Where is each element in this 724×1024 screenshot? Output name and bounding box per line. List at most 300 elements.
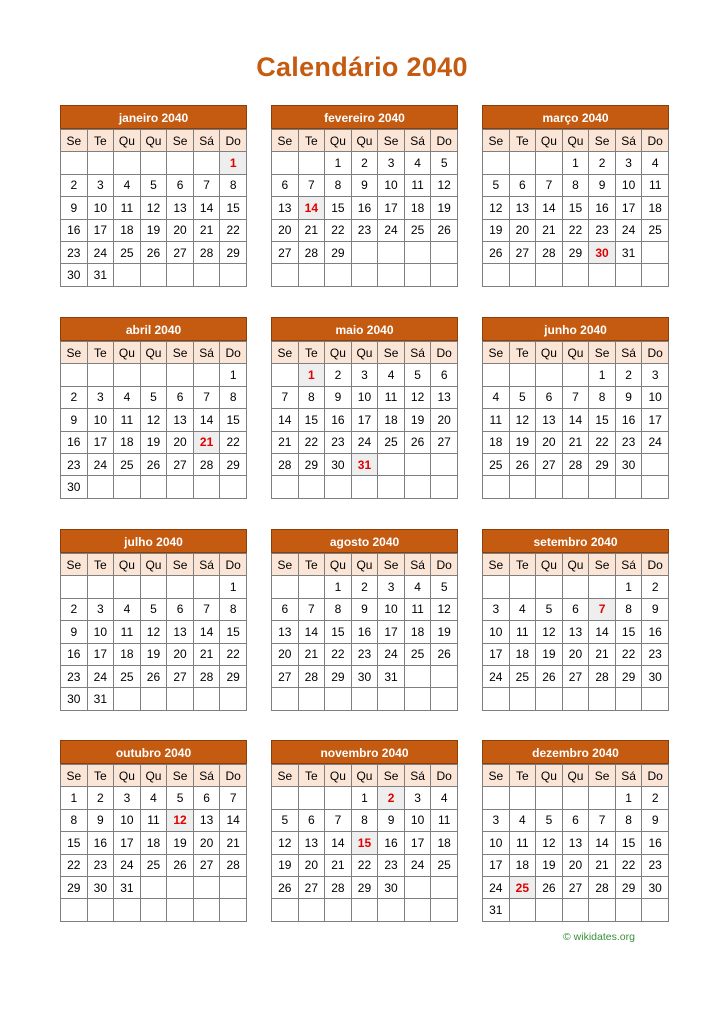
empty-cell	[167, 152, 194, 174]
day-cell: 19	[272, 854, 299, 876]
holiday-day: 2	[378, 787, 405, 809]
day-cell: 20	[562, 854, 589, 876]
day-cell: 15	[615, 621, 642, 643]
day-cell: 28	[589, 665, 616, 687]
day-cell: 17	[642, 409, 669, 431]
empty-cell	[167, 899, 194, 921]
holiday-day: 31	[351, 453, 378, 475]
day-cell: 2	[351, 152, 378, 174]
empty-cell	[589, 576, 616, 598]
empty-cell	[298, 264, 325, 286]
day-cell: 11	[642, 174, 669, 196]
empty-cell	[167, 264, 194, 286]
month-title: novembro 2040	[271, 740, 458, 764]
empty-cell	[61, 576, 88, 598]
day-cell: 27	[562, 665, 589, 687]
empty-cell	[404, 688, 431, 710]
empty-cell	[140, 152, 167, 174]
day-cell: 24	[87, 241, 114, 263]
day-cell: 21	[193, 643, 220, 665]
month-table	[271, 129, 458, 287]
weekday-header: Qu	[351, 342, 378, 364]
day-cell: 3	[87, 174, 114, 196]
day-cell: 13	[298, 832, 325, 854]
empty-cell	[615, 688, 642, 710]
weekday-header: Se	[378, 130, 405, 152]
day-cell: 24	[483, 876, 510, 898]
day-cell: 18	[114, 643, 141, 665]
weekday-header: Te	[509, 130, 536, 152]
day-cell: 15	[298, 409, 325, 431]
weekday-header: Se	[378, 342, 405, 364]
day-cell: 31	[615, 241, 642, 263]
day-cell: 20	[193, 832, 220, 854]
day-cell: 24	[114, 854, 141, 876]
day-cell: 23	[61, 665, 88, 687]
day-cell: 19	[140, 219, 167, 241]
day-cell: 25	[114, 453, 141, 475]
weekday-header: Qu	[562, 554, 589, 576]
weekday-header: Se	[61, 554, 88, 576]
month-title: setembro 2040	[482, 529, 669, 553]
day-cell: 8	[325, 174, 352, 196]
day-cell: 29	[615, 876, 642, 898]
day-cell: 30	[378, 876, 405, 898]
day-cell: 20	[272, 643, 299, 665]
day-cell: 14	[325, 832, 352, 854]
day-cell: 22	[61, 854, 88, 876]
day-cell: 14	[272, 409, 299, 431]
day-cell: 27	[167, 241, 194, 263]
empty-cell	[193, 688, 220, 710]
weekday-header: Te	[87, 765, 114, 787]
day-cell: 23	[351, 219, 378, 241]
day-cell: 20	[167, 431, 194, 453]
day-cell: 6	[562, 809, 589, 831]
day-cell: 2	[642, 576, 669, 598]
day-cell: 9	[87, 809, 114, 831]
day-cell: 21	[220, 832, 247, 854]
weekday-header: Se	[589, 130, 616, 152]
day-cell: 25	[509, 665, 536, 687]
day-cell: 28	[272, 453, 299, 475]
day-cell: 4	[140, 787, 167, 809]
weekday-header: Do	[220, 765, 247, 787]
weekday-header: Te	[509, 342, 536, 364]
month-11	[271, 740, 458, 922]
day-cell: 25	[404, 643, 431, 665]
day-cell: 17	[87, 219, 114, 241]
empty-cell	[167, 476, 194, 498]
day-cell: 24	[404, 854, 431, 876]
day-cell: 12	[483, 197, 510, 219]
weekday-header: Qu	[114, 554, 141, 576]
day-cell: 5	[140, 386, 167, 408]
empty-cell	[114, 688, 141, 710]
day-cell: 7	[272, 386, 299, 408]
day-cell: 17	[483, 643, 510, 665]
day-cell: 23	[615, 431, 642, 453]
empty-cell	[431, 688, 458, 710]
month-table	[482, 764, 669, 922]
day-cell: 20	[431, 409, 458, 431]
day-cell: 21	[298, 643, 325, 665]
empty-cell	[642, 264, 669, 286]
day-cell: 6	[167, 386, 194, 408]
month-title: agosto 2040	[271, 529, 458, 553]
day-cell: 3	[642, 364, 669, 386]
day-cell: 27	[562, 876, 589, 898]
day-cell: 28	[536, 241, 563, 263]
empty-cell	[509, 688, 536, 710]
month-title: fevereiro 2040	[271, 105, 458, 129]
weekday-header: Se	[167, 765, 194, 787]
day-cell: 28	[298, 665, 325, 687]
day-cell: 1	[562, 152, 589, 174]
month-2	[271, 105, 458, 287]
day-cell: 28	[298, 241, 325, 263]
empty-cell	[483, 152, 510, 174]
day-cell: 13	[272, 621, 299, 643]
empty-cell	[325, 899, 352, 921]
day-cell: 25	[642, 219, 669, 241]
empty-cell	[483, 688, 510, 710]
empty-cell	[589, 899, 616, 921]
day-cell: 2	[61, 174, 88, 196]
day-cell: 16	[378, 832, 405, 854]
day-cell: 29	[615, 665, 642, 687]
day-cell: 30	[325, 453, 352, 475]
day-cell: 28	[589, 876, 616, 898]
day-cell: 9	[351, 174, 378, 196]
day-cell: 11	[509, 832, 536, 854]
month-table	[60, 129, 247, 287]
day-cell: 22	[615, 643, 642, 665]
weekday-header: Qu	[114, 342, 141, 364]
empty-cell	[431, 453, 458, 475]
weekday-header: Do	[642, 342, 669, 364]
weekday-header: Do	[642, 765, 669, 787]
day-cell: 23	[87, 854, 114, 876]
day-cell: 26	[167, 854, 194, 876]
day-cell: 17	[351, 409, 378, 431]
day-cell: 14	[536, 197, 563, 219]
day-cell: 17	[87, 431, 114, 453]
weekday-header: Qu	[140, 130, 167, 152]
day-cell: 4	[509, 809, 536, 831]
month-table	[482, 553, 669, 711]
day-cell: 24	[615, 219, 642, 241]
day-cell: 10	[615, 174, 642, 196]
day-cell: 27	[536, 453, 563, 475]
weekday-header: Qu	[562, 130, 589, 152]
day-cell: 8	[61, 809, 88, 831]
month-table	[482, 129, 669, 287]
day-cell: 7	[589, 809, 616, 831]
day-cell: 15	[562, 197, 589, 219]
weekday-header: Te	[509, 554, 536, 576]
day-cell: 29	[562, 241, 589, 263]
day-cell: 19	[140, 643, 167, 665]
day-cell: 12	[140, 197, 167, 219]
empty-cell	[431, 241, 458, 263]
day-cell: 9	[642, 809, 669, 831]
empty-cell	[298, 576, 325, 598]
empty-cell	[378, 241, 405, 263]
day-cell: 18	[378, 409, 405, 431]
day-cell: 26	[536, 876, 563, 898]
day-cell: 14	[193, 197, 220, 219]
empty-cell	[431, 665, 458, 687]
day-cell: 29	[325, 241, 352, 263]
day-cell: 26	[483, 241, 510, 263]
day-cell: 10	[351, 386, 378, 408]
weekday-header: Qu	[114, 765, 141, 787]
empty-cell	[140, 264, 167, 286]
day-cell: 12	[509, 409, 536, 431]
month-5	[271, 317, 458, 499]
empty-cell	[220, 688, 247, 710]
empty-cell	[167, 576, 194, 598]
day-cell: 24	[483, 665, 510, 687]
day-cell: 13	[431, 386, 458, 408]
day-cell: 2	[615, 364, 642, 386]
day-cell: 5	[140, 598, 167, 620]
day-cell: 14	[193, 621, 220, 643]
day-cell: 17	[87, 643, 114, 665]
weekday-header: Se	[272, 130, 299, 152]
day-cell: 21	[562, 431, 589, 453]
day-cell: 16	[87, 832, 114, 854]
day-cell: 27	[272, 665, 299, 687]
day-cell: 28	[325, 876, 352, 898]
day-cell: 23	[351, 643, 378, 665]
day-cell: 10	[114, 809, 141, 831]
day-cell: 5	[272, 809, 299, 831]
empty-cell	[509, 152, 536, 174]
day-cell: 6	[167, 598, 194, 620]
day-cell: 4	[378, 364, 405, 386]
day-cell: 2	[642, 787, 669, 809]
holiday-day: 1	[298, 364, 325, 386]
weekday-header: Sá	[404, 130, 431, 152]
day-cell: 15	[325, 197, 352, 219]
empty-cell	[220, 899, 247, 921]
day-cell: 18	[509, 854, 536, 876]
day-cell: 22	[615, 854, 642, 876]
day-cell: 1	[325, 576, 352, 598]
empty-cell	[404, 876, 431, 898]
day-cell: 3	[351, 364, 378, 386]
month-9	[482, 529, 669, 711]
day-cell: 31	[87, 264, 114, 286]
day-cell: 30	[61, 476, 88, 498]
day-cell: 21	[298, 219, 325, 241]
day-cell: 4	[431, 787, 458, 809]
weekday-header: Qu	[536, 342, 563, 364]
day-cell: 7	[536, 174, 563, 196]
empty-cell	[167, 876, 194, 898]
day-cell: 1	[351, 787, 378, 809]
weekday-header: Sá	[404, 765, 431, 787]
empty-cell	[536, 787, 563, 809]
day-cell: 19	[483, 219, 510, 241]
weekday-header: Te	[298, 765, 325, 787]
empty-cell	[140, 899, 167, 921]
day-cell: 23	[61, 453, 88, 475]
day-cell: 12	[536, 621, 563, 643]
day-cell: 2	[87, 787, 114, 809]
empty-cell	[114, 476, 141, 498]
day-cell: 29	[351, 876, 378, 898]
day-cell: 25	[404, 219, 431, 241]
day-cell: 9	[589, 174, 616, 196]
day-cell: 16	[589, 197, 616, 219]
day-cell: 1	[615, 787, 642, 809]
day-cell: 25	[114, 665, 141, 687]
day-cell: 19	[536, 854, 563, 876]
day-cell: 13	[193, 809, 220, 831]
day-cell: 21	[325, 854, 352, 876]
month-title: abril 2040	[60, 317, 247, 341]
empty-cell	[642, 476, 669, 498]
weekday-header: Sá	[615, 130, 642, 152]
day-cell: 22	[220, 431, 247, 453]
day-cell: 30	[642, 665, 669, 687]
empty-cell	[404, 453, 431, 475]
day-cell: 1	[220, 576, 247, 598]
day-cell: 7	[193, 174, 220, 196]
empty-cell	[140, 876, 167, 898]
weekday-header: Do	[431, 342, 458, 364]
day-cell: 15	[220, 409, 247, 431]
weekday-header: Qu	[140, 342, 167, 364]
month-table	[60, 341, 247, 499]
day-cell: 25	[431, 854, 458, 876]
empty-cell	[536, 899, 563, 921]
day-cell: 10	[87, 621, 114, 643]
day-cell: 9	[378, 809, 405, 831]
day-cell: 6	[562, 598, 589, 620]
day-cell: 16	[642, 621, 669, 643]
day-cell: 24	[351, 431, 378, 453]
empty-cell	[589, 264, 616, 286]
day-cell: 26	[140, 453, 167, 475]
weekday-header: Do	[220, 554, 247, 576]
weekday-header: Sá	[193, 765, 220, 787]
empty-cell	[562, 364, 589, 386]
empty-cell	[378, 264, 405, 286]
weekday-header: Te	[87, 554, 114, 576]
day-cell: 28	[220, 854, 247, 876]
day-cell: 6	[272, 598, 299, 620]
weekday-header: Qu	[536, 130, 563, 152]
weekday-header: Qu	[351, 765, 378, 787]
day-cell: 27	[167, 665, 194, 687]
month-6	[482, 317, 669, 499]
weekday-header: Qu	[351, 130, 378, 152]
day-cell: 6	[536, 386, 563, 408]
weekday-header: Sá	[193, 342, 220, 364]
weekday-header: Se	[167, 342, 194, 364]
day-cell: 7	[298, 598, 325, 620]
day-cell: 10	[404, 809, 431, 831]
weekday-header: Se	[378, 554, 405, 576]
day-cell: 13	[509, 197, 536, 219]
day-cell: 19	[509, 431, 536, 453]
empty-cell	[431, 876, 458, 898]
weekday-header: Se	[167, 554, 194, 576]
empty-cell	[378, 453, 405, 475]
holiday-day: 12	[167, 809, 194, 831]
weekday-header: Se	[272, 554, 299, 576]
empty-cell	[483, 787, 510, 809]
day-cell: 21	[589, 854, 616, 876]
day-cell: 27	[193, 854, 220, 876]
weekday-header: Sá	[615, 554, 642, 576]
day-cell: 31	[87, 688, 114, 710]
empty-cell	[272, 152, 299, 174]
day-cell: 1	[325, 152, 352, 174]
day-cell: 8	[615, 809, 642, 831]
day-cell: 20	[536, 431, 563, 453]
day-cell: 6	[431, 364, 458, 386]
weekday-header: Se	[483, 765, 510, 787]
day-cell: 26	[536, 665, 563, 687]
empty-cell	[61, 899, 88, 921]
day-cell: 28	[193, 241, 220, 263]
day-cell: 8	[589, 386, 616, 408]
day-cell: 4	[509, 598, 536, 620]
day-cell: 19	[404, 409, 431, 431]
day-cell: 7	[220, 787, 247, 809]
day-cell: 4	[483, 386, 510, 408]
day-cell: 15	[61, 832, 88, 854]
day-cell: 4	[404, 152, 431, 174]
empty-cell	[114, 576, 141, 598]
day-cell: 14	[589, 832, 616, 854]
day-cell: 9	[325, 386, 352, 408]
day-cell: 9	[61, 409, 88, 431]
day-cell: 21	[589, 643, 616, 665]
day-cell: 22	[325, 643, 352, 665]
weekday-header: Se	[61, 342, 88, 364]
empty-cell	[220, 876, 247, 898]
holiday-day: 14	[298, 197, 325, 219]
day-cell: 18	[642, 197, 669, 219]
month-title: maio 2040	[271, 317, 458, 341]
day-cell: 14	[589, 621, 616, 643]
month-title: janeiro 2040	[60, 105, 247, 129]
day-cell: 30	[615, 453, 642, 475]
day-cell: 27	[509, 241, 536, 263]
day-cell: 12	[140, 409, 167, 431]
day-cell: 29	[220, 453, 247, 475]
day-cell: 16	[615, 409, 642, 431]
day-cell: 11	[114, 197, 141, 219]
day-cell: 26	[509, 453, 536, 475]
empty-cell	[272, 899, 299, 921]
empty-cell	[114, 364, 141, 386]
day-cell: 22	[589, 431, 616, 453]
day-cell: 3	[615, 152, 642, 174]
day-cell: 3	[87, 386, 114, 408]
empty-cell	[193, 152, 220, 174]
month-3	[482, 105, 669, 287]
empty-cell	[272, 688, 299, 710]
day-cell: 16	[642, 832, 669, 854]
empty-cell	[351, 688, 378, 710]
